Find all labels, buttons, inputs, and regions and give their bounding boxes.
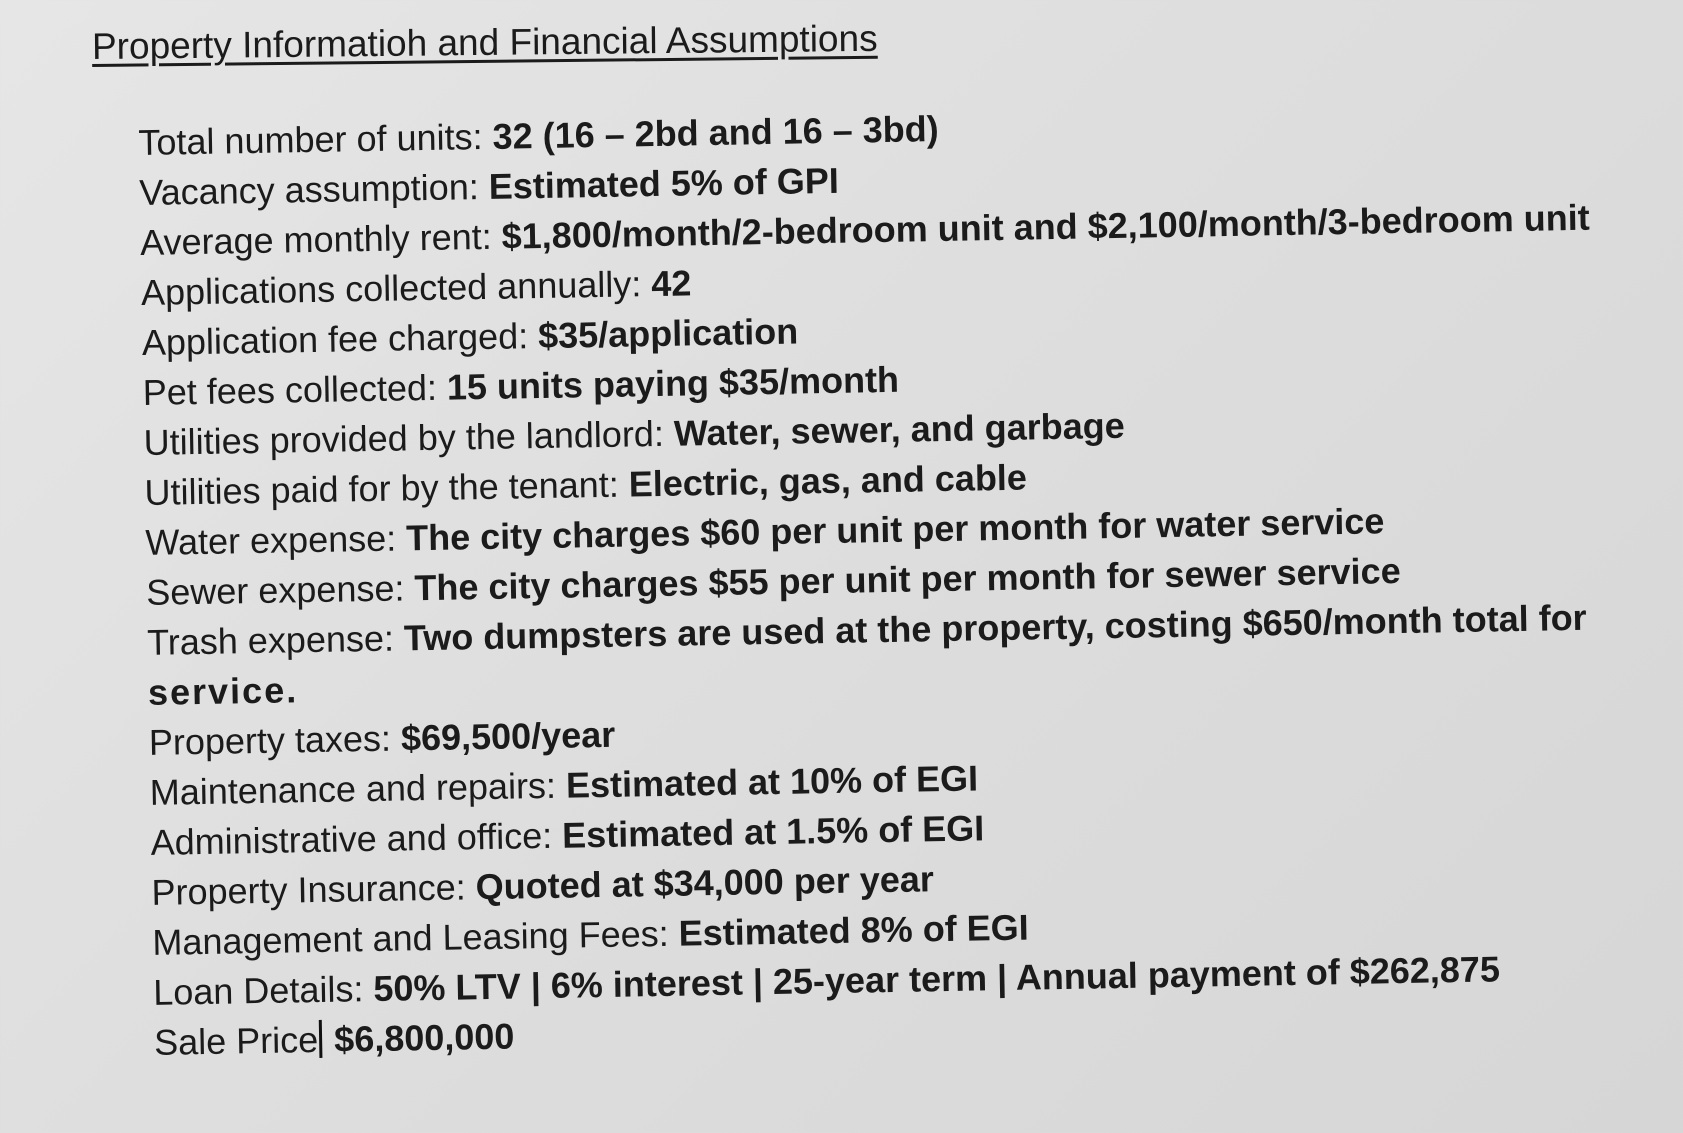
item-value: 15 units paying $35/month xyxy=(446,358,900,408)
item-value: Estimated 8% of EGI xyxy=(678,906,1030,954)
item-label: Sewer expense: xyxy=(145,567,405,613)
item-value: $6,800,000 xyxy=(333,1015,515,1060)
item-value: Electric, gas, and cable xyxy=(628,456,1028,505)
item-value: 32 (16 – 2bd and 16 – 3bd) xyxy=(492,108,940,157)
item-value: 50% LTV | 6% interest | 25-year term | Annual payment of $262,875 xyxy=(373,948,1501,1010)
item-label: Loan Details: xyxy=(152,968,364,1013)
item-label: Utilities provided by the landlord: xyxy=(143,412,665,463)
item-label: Total number of units: xyxy=(138,115,483,163)
item-value: Quoted at $34,000 per year xyxy=(475,858,935,908)
item-label: Water expense: xyxy=(145,517,397,563)
item-label: Utilities paid for by the tenant: xyxy=(144,463,620,513)
item-value: Estimated at 1.5% of EGI xyxy=(561,807,985,856)
item-label: Application fee charged: xyxy=(141,315,529,363)
item-value: The city charges $55 per unit per month for sewer service xyxy=(414,550,1401,609)
item-value: $69,500/year xyxy=(400,713,616,759)
item-label: Pet fees collected: xyxy=(142,366,438,413)
item-value: The city charges $60 per unit per month for water service xyxy=(405,500,1385,559)
item-label: Applications collected annually: xyxy=(140,263,642,313)
item-value: Water, sewer, and garbage xyxy=(673,404,1126,454)
item-label: Vacancy assumption: xyxy=(138,166,480,213)
item-label: Property Insurance: xyxy=(151,866,466,913)
item-value: $1,800/month/2-bedroom unit and $2,100/month/3-bedroom unit xyxy=(501,196,1590,257)
item-value: $35/application xyxy=(537,310,799,357)
text-cursor xyxy=(319,1020,323,1058)
item-value: Two dumpsters are used at the property, costing $650/month total for xyxy=(403,596,1587,659)
item-value: 42 xyxy=(650,262,692,305)
assumptions-list xyxy=(138,91,1683,1068)
item-label: Sale Price xyxy=(153,1018,319,1063)
item-label: Trash expense: xyxy=(146,617,395,663)
item-value: Estimated at 10% of EGI xyxy=(565,757,979,806)
item-label: Property taxes: xyxy=(148,717,392,763)
item-value-continuation: service. xyxy=(147,669,299,713)
item-label: Management and Leasing Fees: xyxy=(152,912,670,963)
page-title: Property Informatioh and Financial Assumptions xyxy=(91,17,878,67)
item-label: Administrative and office: xyxy=(150,814,553,863)
item-label: Average monthly rent: xyxy=(139,215,493,263)
item-label: Maintenance and repairs: xyxy=(149,764,557,813)
item-value: Estimated 5% of GPI xyxy=(488,159,840,207)
